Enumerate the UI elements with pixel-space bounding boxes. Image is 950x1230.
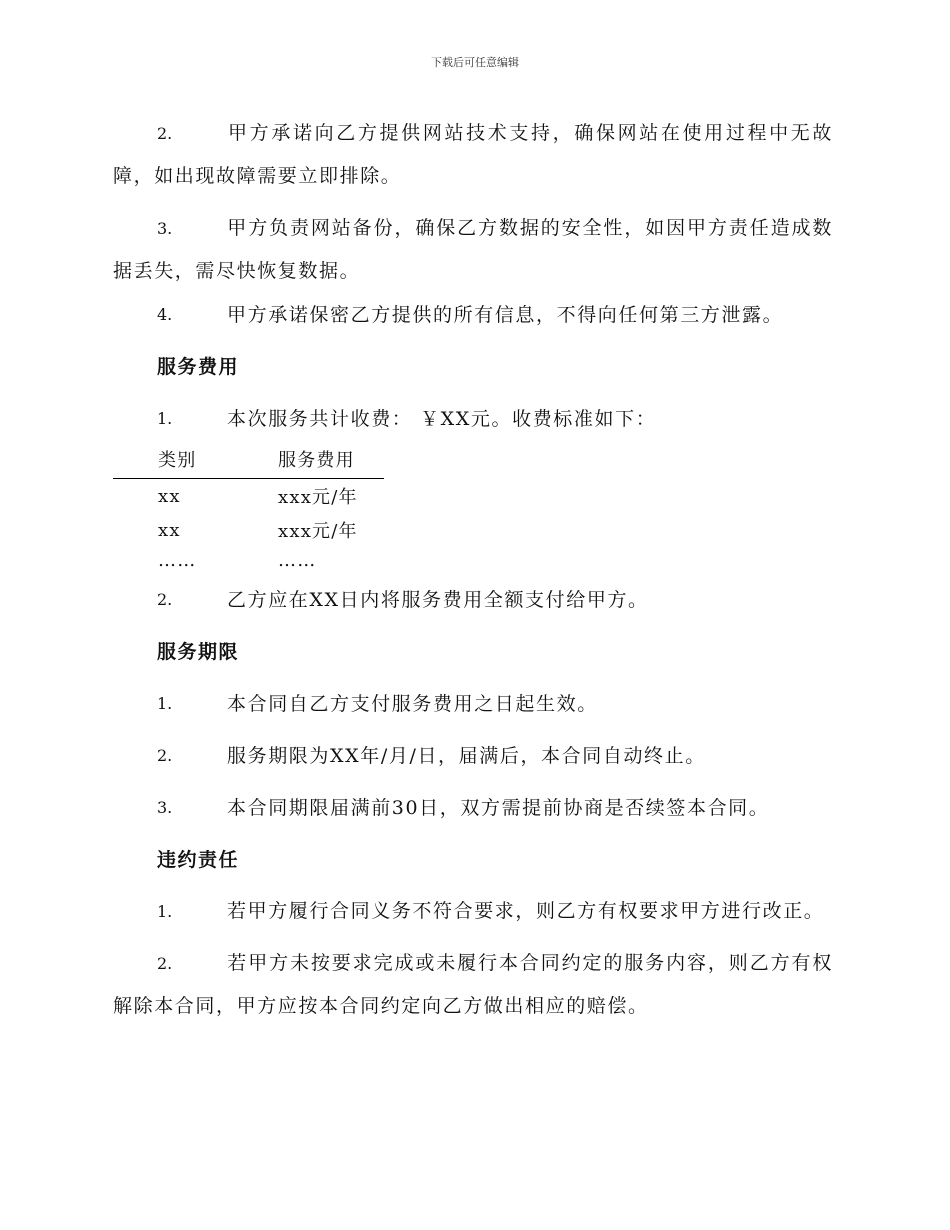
table-cell-category: xx bbox=[158, 519, 181, 541]
clause-text: 本合同期限届满前30日，双方需提前协商是否续签本合同。 bbox=[227, 797, 770, 819]
clause-text: 乙方应在XX日内将服务费用全额支付给甲方。 bbox=[227, 589, 649, 611]
clause-text: 服务期限为XX年/月/日，届满后，本合同自动终止。 bbox=[227, 745, 706, 767]
clause-intro-4 bbox=[113, 302, 833, 328]
clause-fees-2 bbox=[113, 587, 833, 613]
fee-table-header-row bbox=[113, 446, 384, 479]
clause-text: 若甲方未按要求完成或未履行本合同约定的服务内容，则乙方有权解除本合同，甲方应按本合同约定向乙方做出相应的赔偿。 bbox=[113, 952, 833, 1017]
clause-number: 2. bbox=[157, 124, 173, 143]
clause-number: 1. bbox=[157, 409, 173, 428]
clause-text: 甲方负责网站备份，确保乙方数据的安全性，如因甲方责任造成数据丢失，需尽快恢复数据。 bbox=[113, 217, 833, 282]
clause-term-2 bbox=[113, 743, 833, 769]
table-row bbox=[113, 513, 384, 547]
clause-number: 3. bbox=[157, 219, 173, 238]
clause-term-1 bbox=[113, 691, 833, 717]
section-heading-term: 服务期限 bbox=[157, 641, 240, 663]
clause-text: 本次服务共计收费： ￥XX元。收费标准如下： bbox=[227, 408, 657, 430]
clause-text: 甲方承诺向乙方提供网站技术支持，确保网站在使用过程中无故障，如出现故障需要立即排除。 bbox=[113, 122, 833, 187]
clause-term-3 bbox=[113, 795, 833, 821]
clause-number: 2. bbox=[157, 590, 173, 609]
clause-number: 3. bbox=[157, 798, 173, 817]
clause-number: 4. bbox=[157, 305, 173, 324]
page-header: 下载后可任意编辑 bbox=[431, 56, 519, 69]
section-heading-fees: 服务费用 bbox=[157, 356, 240, 378]
fee-table bbox=[113, 446, 384, 573]
clause-text: 本合同自乙方支付服务费用之日起生效。 bbox=[227, 693, 598, 715]
clause-intro-2 bbox=[113, 112, 833, 198]
table-cell-category: xx bbox=[158, 485, 181, 507]
table-cell-fee: xxx元/年 bbox=[278, 521, 358, 542]
clause-text: 若甲方履行合同义务不符合要求，则乙方有权要求甲方进行改正。 bbox=[227, 900, 825, 922]
section-heading-liability: 违约责任 bbox=[157, 849, 240, 871]
clause-number: 1. bbox=[157, 694, 173, 713]
clause-liability-2 bbox=[113, 942, 833, 1028]
clause-text: 甲方承诺保密乙方提供的所有信息，不得向任何第三方泄露。 bbox=[227, 304, 784, 326]
table-row bbox=[113, 547, 384, 573]
clause-liability-1 bbox=[113, 890, 833, 933]
table-cell-fee: …… bbox=[278, 549, 317, 571]
clause-fees-1 bbox=[113, 406, 833, 432]
fee-table-header-fee: 服务费用 bbox=[278, 450, 355, 471]
clause-intro-3 bbox=[113, 207, 833, 293]
table-row bbox=[113, 479, 384, 514]
fee-table-header-category: 类别 bbox=[158, 450, 197, 471]
table-cell-category: …… bbox=[158, 549, 197, 571]
table-cell-fee: xxx元/年 bbox=[278, 487, 358, 508]
document-body bbox=[113, 112, 833, 1037]
clause-number: 2. bbox=[157, 954, 173, 973]
clause-number: 2. bbox=[157, 746, 173, 765]
clause-number: 1. bbox=[157, 902, 173, 921]
